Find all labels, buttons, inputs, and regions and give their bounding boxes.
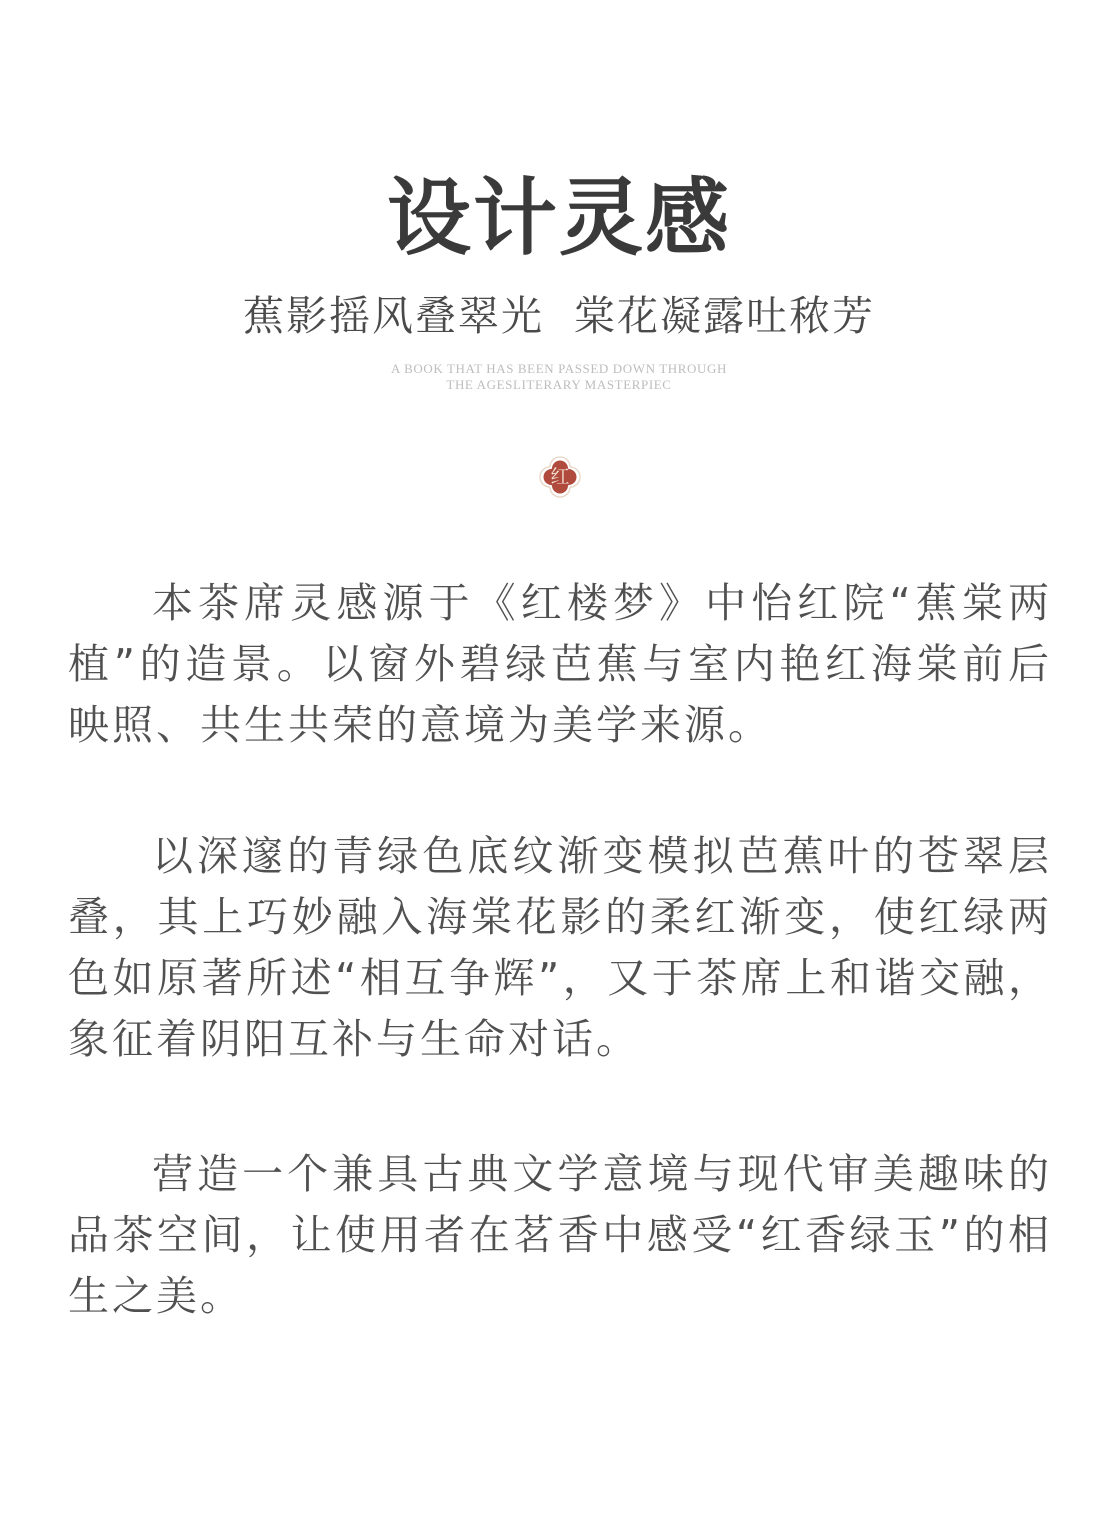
poem-subtitle — [0, 290, 1118, 342]
english-caption-line-1: A BOOK THAT HAS BEEN PASSED DOWN THROUGH — [391, 361, 727, 376]
english-caption-line-2: THE AGESLITERARY MASTERPIEC — [446, 377, 672, 392]
badge-character: 红 — [550, 466, 570, 488]
red-seal-badge — [539, 456, 581, 498]
paragraph-inspiration-source — [68, 573, 1052, 756]
paragraph-tea-space — [68, 1144, 1052, 1327]
paragraph-text: 营造一个兼具古典文学意境与现代审美趣味的品茶空间，让使用者在茗香中感受“红香绿玉”的相生之美。 — [68, 1150, 1052, 1320]
page-title: 设计灵感 — [386, 168, 731, 268]
paragraph-text: 本茶席灵感源于《红楼梦》中怡红院“蕉棠两植”的造景。以窗外碧绿芭蕉与室内艳红海棠前后映照、共生共荣的意境为美学来源。 — [68, 579, 1052, 749]
paragraph-color-design — [68, 826, 1052, 1070]
english-caption — [0, 361, 1118, 393]
poem-line-2: 棠花凝露吐秾芳 — [574, 292, 875, 340]
poem-line-1: 蕉影摇风叠翠光 — [243, 292, 544, 340]
paragraph-text: 以深邃的青绿色底纹渐变模拟芭蕉叶的苍翠层叠，其上巧妙融入海棠花影的柔红渐变，使红绿两色如原著所述“相互争辉”，又于茶席上和谐交融，象征着阴阳互补与生命对话。 — [68, 832, 1052, 1063]
